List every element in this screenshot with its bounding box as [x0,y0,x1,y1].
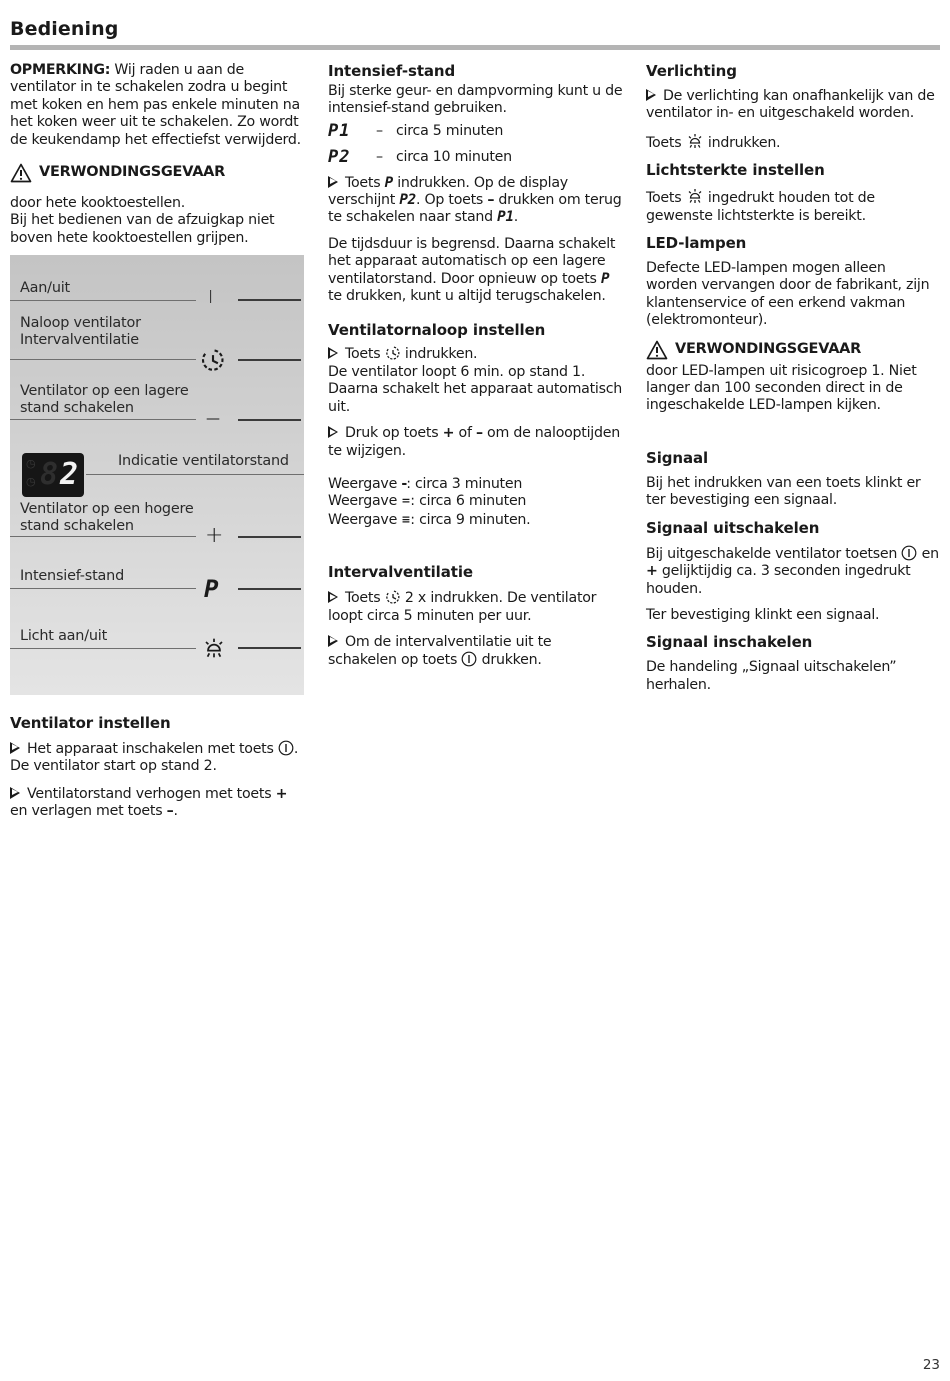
column-1 [10,62,302,247]
power-icon [278,740,294,756]
triangle-bullet-icon [328,635,338,647]
signal-on-heading: Signaal inschakelen [646,633,813,652]
warning-line-2: Bij het bedienen van de afzuigkap niet boven hete kooktoestellen grijpen. [10,212,275,246]
title-rule [10,45,940,50]
triangle-bullet-icon [328,591,338,603]
label-intensive: Intensief-stand [20,568,125,584]
minus-symbol: — [206,411,220,427]
button-line[interactable] [238,588,301,590]
warning-heading-1 [10,163,302,183]
light-icon [202,636,226,660]
label-on-off: Aan/uit [20,280,70,296]
fan-step-1: Het apparaat inschakelen met toets . De ventilator start op stand 2. [10,741,299,775]
signal-confirm: Ter bevestiging klinkt een signaal. [646,606,880,623]
leader-line [10,300,196,301]
button-line[interactable] [238,299,301,301]
button-line[interactable] [238,536,301,538]
page-title: Bediening [10,18,119,40]
button-line[interactable] [238,359,301,361]
button-line[interactable] [238,647,301,649]
leader-line [10,536,196,537]
triangle-bullet-icon [328,176,338,188]
column-2 [328,62,624,679]
warning-title-2: VERWONDINGSGEVAAR [675,340,862,357]
display-list [328,476,624,529]
display-value: 2 [60,457,79,492]
label-afterrun: Naloop ventilator Intervalventilatie [20,315,141,348]
fan-level-display: ◷ ◷ 8 2 [22,453,84,497]
interval-off: Om de intervalventilatie uit te schakelen op toets drukken. [328,633,552,669]
timer-icon [385,345,401,361]
led-text: Defecte LED-lampen mogen alleen worden vervangen door de fabrikant, zijn klantenservice of een erkend vakman (elektromonteur). [646,260,930,329]
interval-step: Toets 2 x indrukken. De ventilator loopt circa 5 minuten per uur. [328,590,597,624]
warning-heading-2 [646,340,940,360]
leader-line [10,588,196,589]
fan-heading: Ventilator instellen [10,714,171,732]
led-heading: LED-lampen [646,234,747,253]
timer-icon [385,589,401,605]
leader-line [10,648,196,649]
triangle-bullet-icon [328,426,338,438]
signal-heading: Signaal [646,448,709,467]
triangle-bullet-icon [10,742,20,754]
warning-icon [646,340,668,360]
column-3 [646,62,940,703]
display-row-2: Weergave =: circa 6 minuten [328,493,527,510]
triangle-bullet-icon [646,89,656,101]
note-paragraph [10,62,302,149]
brightness-text: Toets ingedrukt houden tot de gewenste lichtsterkte is bereikt. [646,187,940,225]
intensive-duration: De tijdsduur is begrensd. Daarna schakelt het apparaat automatisch op een lagere ventilatorstand. Door opnieuw op toets P te drukken, kunt u altijd terugschakelen. [328,235,616,305]
label-indicator: Indicatie ventilatorstand [118,453,289,469]
afterrun-heading: Ventilatornaloop instellen [328,321,546,340]
note-label: OPMERKING: [10,62,111,78]
label-lower: Ventilator op een lagere stand schakelen [20,383,189,416]
p2-row: P2 – circa 10 minuten [328,147,512,168]
afterrun-change: Druk op toets + of – om de nalooptijden te wijzigen. [328,425,620,459]
signal-on-text: De handeling „Signaal uitschakelen” herhalen. [646,659,897,693]
timer-icon [200,347,226,373]
signal-text: Bij het indrukken van een toets klinkt er ter bevestiging een signaal. [646,474,921,509]
power-icon [901,545,917,561]
interval-heading: Intervalventilatie [328,563,473,582]
plus-symbol: + [205,523,224,548]
light-heading: Verlichting [646,62,737,80]
light-press: Toets indrukken. [646,132,940,152]
signal-off-text: Bij uitgeschakelde ventilator toetsen en + gelijktijdig ca. 3 seconden ingedrukt houden. [646,545,939,597]
intensive-heading: Intensief-stand [328,62,456,80]
page-number: 23 [922,1357,940,1373]
leader-line [86,474,304,475]
triangle-bullet-icon [10,787,20,799]
control-panel-illustration [10,255,304,695]
warning-text-1 [10,195,302,247]
warning-icon [10,163,32,183]
signal-off-heading: Signaal uitschakelen [646,518,820,537]
note-text: Wij raden u aan de ventilator in te schakelen zodra u begint met koken en hem pas enkele minuten na het koken weer uit te schakelen. Zo wordt de keukendamp het effectiefst verwijderd. [10,62,301,148]
warning-text-2: door LED-lampen uit risicogroep 1. Niet langer dan 100 seconden direct in de ingeschakelde LED-lampen kijken. [646,362,917,414]
power-icon [461,651,477,667]
warning-title-1: VERWONDINGSGEVAAR [39,164,226,181]
light-icon [686,187,704,205]
fan-section [10,714,302,830]
p-symbol: P [204,575,219,603]
leader-line [10,419,196,420]
intensive-intro: Bij sterke geur- en dampvorming kunt u de intensief-stand gebruiken. [328,83,623,117]
label-light: Licht aan/uit [20,628,108,644]
display-row-3: Weergave ≡: circa 9 minuten. [328,511,531,528]
on-off-symbol: I [208,287,214,308]
afterrun-step: Toets indrukken. [328,345,624,363]
fan-step-2: Ventilatorstand verhogen met toets + en verlagen met toets –. [10,785,288,820]
display-row-1: Weergave -: circa 3 minuten [328,475,523,492]
label-higher: Ventilator op een hogere stand schakelen [20,501,194,534]
p1-row: P1 – circa 5 minuten [328,120,504,141]
brightness-heading: Lichtsterkte instellen [646,161,825,180]
leader-line [10,359,196,360]
light-icon [686,132,704,150]
afterrun-text: De ventilator loopt 6 min. op stand 1. Daarna schakelt het apparaat automatisch uit. [328,363,623,415]
button-line[interactable] [238,419,301,421]
warning-line-1: door hete kooktoestellen. [10,195,186,212]
intensive-step: Toets P indrukken. Op de display verschijnt P2. Op toets – drukken om terug te schakelen naar stand P1. [328,174,622,226]
triangle-bullet-icon [328,347,338,359]
light-step: De verlichting kan onafhankelijk van de ventilator in- en uitgeschakeld worden. [646,88,935,122]
